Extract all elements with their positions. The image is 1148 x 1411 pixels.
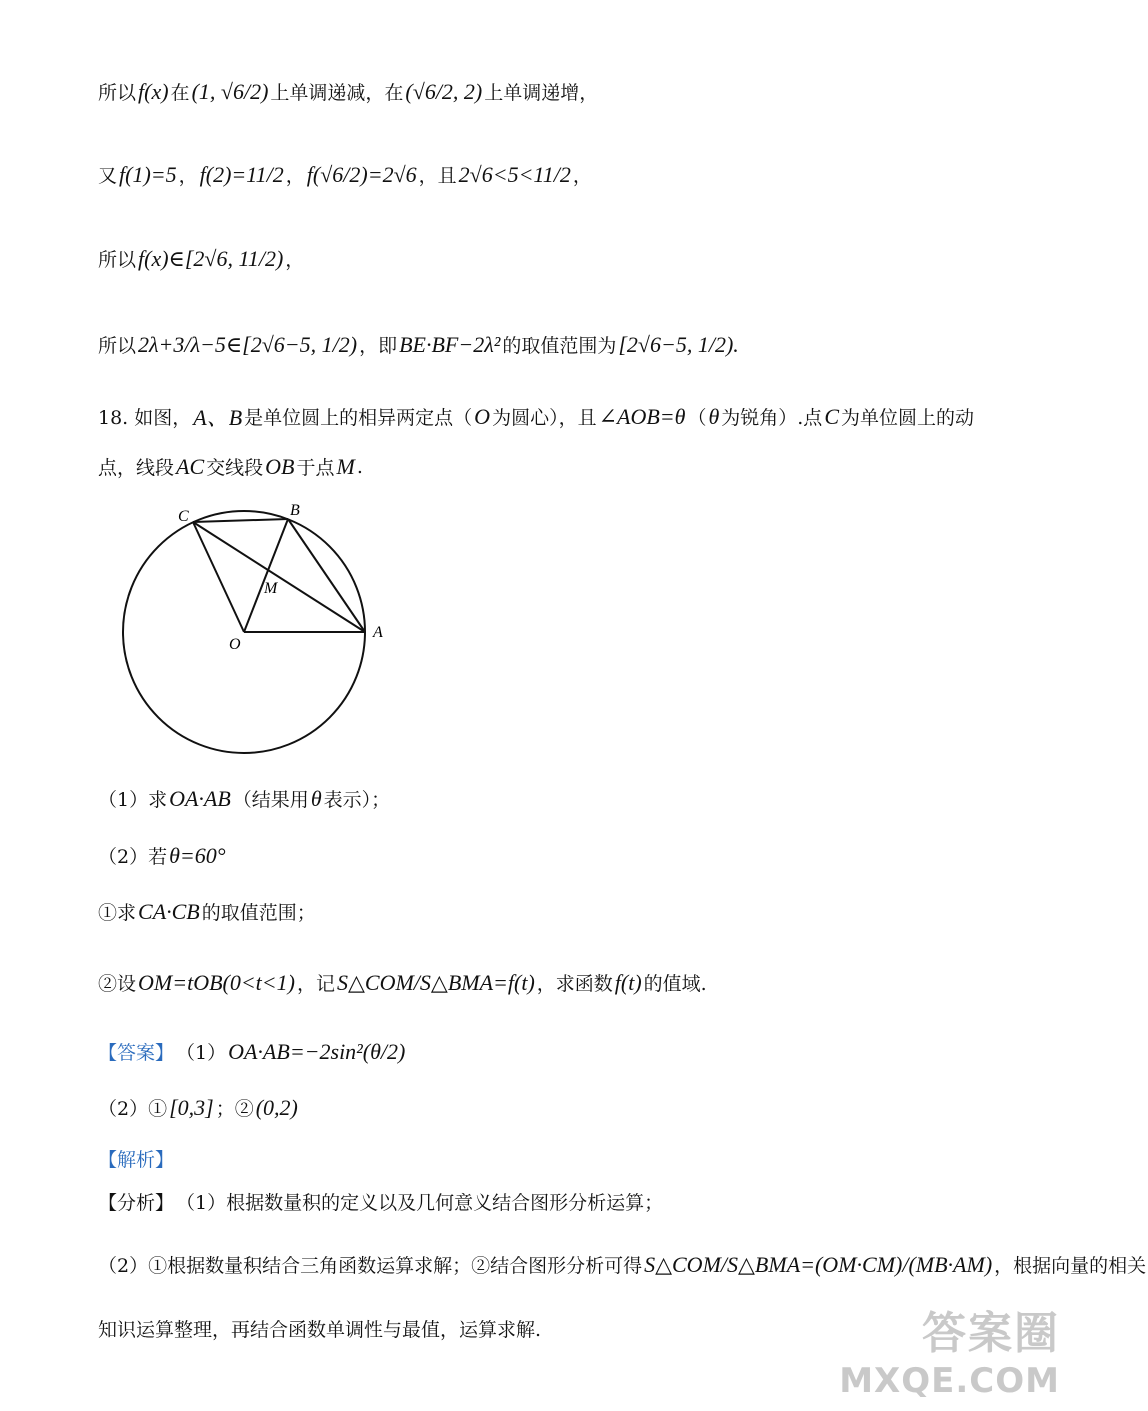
text-segment: 上单调递增， xyxy=(484,82,599,104)
text-segment: 【解析】 xyxy=(98,1149,175,1171)
label-b: B xyxy=(290,502,300,519)
text-line-l7 xyxy=(98,785,392,812)
text-segment: 点，线段 xyxy=(98,457,175,479)
text-segment: 【答案】 xyxy=(98,1042,175,1064)
math-expression: M xyxy=(336,453,355,479)
math-expression: OB xyxy=(265,453,295,479)
math-expression: f(√6/2)=2√6 xyxy=(306,161,417,187)
math-expression: f(x) xyxy=(138,78,169,104)
text-segment: ， xyxy=(572,165,592,187)
math-expression: θ=60° xyxy=(169,842,226,868)
text-segment: ，根据向量的相关 xyxy=(994,1255,1147,1277)
math-expression: f(2)=11/2 xyxy=(199,161,284,187)
label-c: C xyxy=(178,508,189,525)
text-segment: （2）①根据数量积结合三角函数运算求解；②结合图形分析可得 xyxy=(98,1255,643,1277)
text-line-l3 xyxy=(98,245,306,272)
watermark-logo-text: 答案圈 xyxy=(922,1308,1060,1359)
math-expression: ∠AOB=θ xyxy=(598,403,686,429)
text-segment: （1）求 xyxy=(98,789,168,811)
text-segment: （ xyxy=(687,407,707,429)
unit-circle-figure xyxy=(110,495,410,765)
math-expression: (√6/2, 2) xyxy=(405,78,483,104)
text-segment: 的取值范围为 xyxy=(502,335,617,357)
math-expression: (0,2) xyxy=(255,1094,298,1120)
text-line-l8 xyxy=(98,842,228,869)
text-line-l6 xyxy=(98,453,365,480)
math-expression: [0,3] xyxy=(169,1094,214,1120)
math-expression: C xyxy=(824,403,839,429)
text-segment: 是单位圆上的相异两定点（ xyxy=(244,407,473,429)
text-segment: ， xyxy=(285,165,305,187)
math-expression: O xyxy=(474,403,491,429)
text-segment: 【分析】 xyxy=(98,1192,175,1214)
label-o: O xyxy=(229,636,241,653)
text-line-l5 xyxy=(98,401,976,432)
text-segment: 为锐角）.点 xyxy=(721,407,823,429)
text-line-l16 xyxy=(98,1315,543,1342)
math-expression: S△COM/S△BMA=(OM·CM)/(MB·AM) xyxy=(644,1251,993,1277)
math-expression: [2√6−5, 1/2). xyxy=(618,331,739,357)
math-expression: AC xyxy=(176,453,205,479)
text-segment: ①求 xyxy=(98,902,137,924)
math-expression: f(1)=5 xyxy=(119,161,177,187)
text-segment: 所以 xyxy=(98,335,137,357)
text-segment: （2）① xyxy=(98,1098,168,1120)
text-segment: 为圆心），且 xyxy=(492,407,597,429)
text-segment: 18. 如图， xyxy=(98,407,192,429)
text-segment: （1）根据数量积的定义以及几何意义结合图形分析运算； xyxy=(176,1192,664,1214)
math-expression: f(x)∈[2√6, 11/2) xyxy=(138,245,284,271)
text-line-l1 xyxy=(98,78,600,105)
math-expression: A、B xyxy=(193,405,243,430)
text-segment: 又 xyxy=(98,165,118,187)
text-segment: ，记 xyxy=(296,973,335,995)
math-expression: OA·AB=−2sin²(θ/2) xyxy=(228,1038,406,1064)
text-segment: 知识运算整理，再结合函数单调性与最值，运算求解. xyxy=(98,1319,542,1341)
text-segment: （2）若 xyxy=(98,846,168,868)
watermark-site-text: MXQE.COM xyxy=(839,1361,1060,1401)
segment-ba xyxy=(288,519,365,632)
math-expression: 2λ+3/λ−5∈[2√6−5, 1/2) xyxy=(138,331,358,357)
text-line-l9 xyxy=(98,898,318,925)
text-segment: ， xyxy=(285,249,305,271)
text-segment: ， xyxy=(178,165,198,187)
text-line-l15 xyxy=(98,1251,1148,1278)
math-expression: θ xyxy=(310,785,322,811)
math-expression: (1, √6/2) xyxy=(191,78,269,104)
text-line-l4 xyxy=(98,331,741,358)
text-segment: 于点 xyxy=(296,457,335,479)
math-expression: 2√6<5<11/2 xyxy=(458,161,571,187)
text-segment: （结果用 xyxy=(232,789,309,811)
text-segment: ；② xyxy=(215,1098,254,1120)
text-line-l13 xyxy=(98,1145,176,1172)
text-segment: 表示）； xyxy=(323,789,391,811)
text-line-l10 xyxy=(98,969,709,996)
label-a: A xyxy=(373,624,383,641)
text-segment: ，求函数 xyxy=(536,973,613,995)
text-segment: （1） xyxy=(176,1042,227,1064)
segment-ob xyxy=(244,519,288,632)
watermark xyxy=(839,1297,1060,1401)
math-expression: OA·AB xyxy=(169,785,231,811)
math-expression: OM=tOB(0<t<1) xyxy=(138,969,295,995)
text-segment: ②设 xyxy=(98,973,137,995)
text-line-l11 xyxy=(98,1038,407,1065)
text-segment: 的值域. xyxy=(643,973,707,995)
math-expression: BE·BF−2λ² xyxy=(399,331,501,357)
text-segment: 所以 xyxy=(98,249,137,271)
math-expression: CA·CB xyxy=(138,898,200,924)
text-segment: 所以 xyxy=(98,82,137,104)
text-line-l12 xyxy=(98,1094,300,1121)
text-segment: 交线段 xyxy=(206,457,264,479)
text-line-l14 xyxy=(98,1188,665,1215)
text-segment: 在 xyxy=(170,82,190,104)
text-line-l2 xyxy=(98,161,594,188)
text-segment: ，且 xyxy=(418,165,457,187)
text-segment: 的取值范围； xyxy=(201,902,316,924)
segment-cb xyxy=(193,519,288,522)
text-segment: ，即 xyxy=(359,335,398,357)
text-segment: 上单调递减，在 xyxy=(270,82,404,104)
math-expression: θ xyxy=(708,403,720,429)
text-segment: . xyxy=(356,455,363,478)
label-m: M xyxy=(264,580,278,597)
text-segment: 为单位圆上的动 xyxy=(841,407,975,429)
math-expression: f(t) xyxy=(614,969,642,995)
math-expression: S△COM/S△BMA=f(t) xyxy=(337,969,535,995)
